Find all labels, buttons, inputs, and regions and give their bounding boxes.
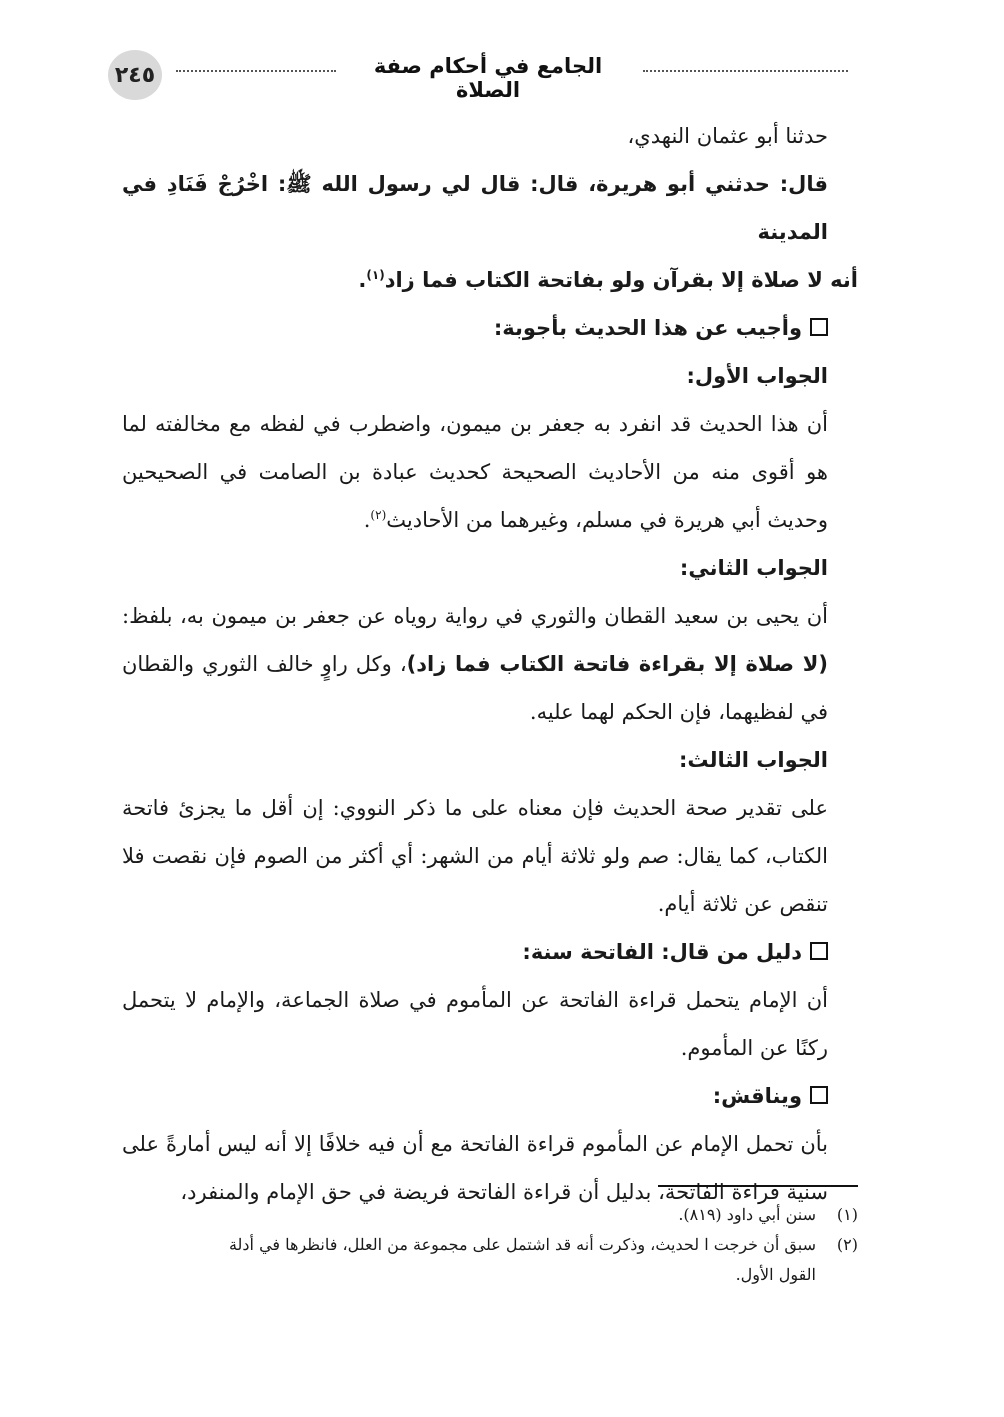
text-line: حدثنا أبو عثمان النهدي، [627,124,828,148]
footnote [122,1200,858,1230]
section-heading [122,304,858,352]
footnote-separator [658,1185,858,1187]
footnote-ref: (٢) [370,508,387,522]
footnote [122,1230,858,1260]
subheading: الجواب الأول: [686,364,828,388]
paragraph-text: أن يحيى بن سعيد القطان والثوري في رواية روياه عن جعفر بن ميمون به، بلفظ: [122,604,828,628]
header-dotted-rule-right [643,70,848,72]
subheading: الجواب الثالث: [678,748,828,772]
page-number: ٢٤٥ [108,50,162,100]
paragraph-text: أن هذا الحديث قد انفرد به جعفر بن ميمون، واضطرب في لفظه مع مخالفته لما هو أقوى منه من الأحاديث الصحيحة كحديث عبادة بن الصامت في الصحيحين وحديث أبي هريرة في مسلم، وغيرهما من الأحاديث [122,412,828,532]
square-bullet-icon [810,318,828,336]
section-heading [122,1072,858,1120]
quoted-hadith: (لا صلاة إلا بقراءة فاتحة الكتاب فما زاد) [406,652,829,676]
hadith-line: قال: حدثني أبو هريرة، قال: قال لي رسول الله ﷺ: اخْرُجْ فَنَادِ في المدينة [122,172,828,244]
footnote-text: سنن أبي داود (٨١٩). [678,1205,816,1224]
heading-text: ويناقش: [712,1084,802,1108]
running-title: الجامع في أحكام صفة الصلاة [373,54,603,102]
hadith-text: أنه لا صلاة إلا بقرآن ولو بفاتحة الكتاب فما زاد [384,268,858,292]
paragraph [122,400,858,544]
heading-text: وأجيب عن هذا الحديث بأجوبة: [493,316,802,340]
hadith-line-end [122,256,858,304]
page-header [108,46,846,102]
header-dotted-rule-left [176,70,336,72]
heading-text: دليل من قال: الفاتحة سنة: [522,940,802,964]
punctuation: . [358,268,367,292]
paragraph: أن الإمام يتحمل قراءة الفاتحة عن المأموم في صلاة الجماعة، والإمام لا يتحمل ركنًا عن المأموم. [122,988,828,1060]
subheading: الجواب الثاني: [679,556,828,580]
footnote-text: سبق أن خرجت ا لحديث، وذكرت أنه قد اشتمل على مجموعة من العلل، فانظرها في أدلة [228,1235,816,1254]
punctuation: . [363,508,371,532]
footnote-number: (٢) [836,1235,858,1254]
square-bullet-icon [810,942,828,960]
footnote-continuation: القول الأول. [735,1265,816,1284]
paragraph-text: ، وكل راوٍ خالف الثوري والقطان في لفظيهما، فإن الحكم لهما عليه. [122,652,828,724]
main-text [122,112,858,1216]
paragraph: بأن تحمل الإمام عن المأموم قراءة الفاتحة مع أن فيه خلافًا إلا أنه ليس أمارةً على سنية قراءة الفاتحة، بدليل أن قراءة الفاتحة فريضة في حق الإمام والمنفرد، [122,1132,828,1204]
footnote-ref: (١) [366,268,385,282]
paragraph [122,592,858,736]
section-heading [122,928,858,976]
footnotes [122,1200,858,1290]
square-bullet-icon [810,1086,828,1104]
footnote-number: (١) [836,1205,858,1224]
paragraph: على تقدير صحة الحديث فإن معناه على ما ذكر النووي: إن أقل ما يجزئ فاتحة الكتاب، كما يقال: صم ولو ثلاثة أيام من الشهر: أي أكثر من الصوم فإن نقصت فلا تنقص عن ثلاثة أيام. [122,796,828,916]
